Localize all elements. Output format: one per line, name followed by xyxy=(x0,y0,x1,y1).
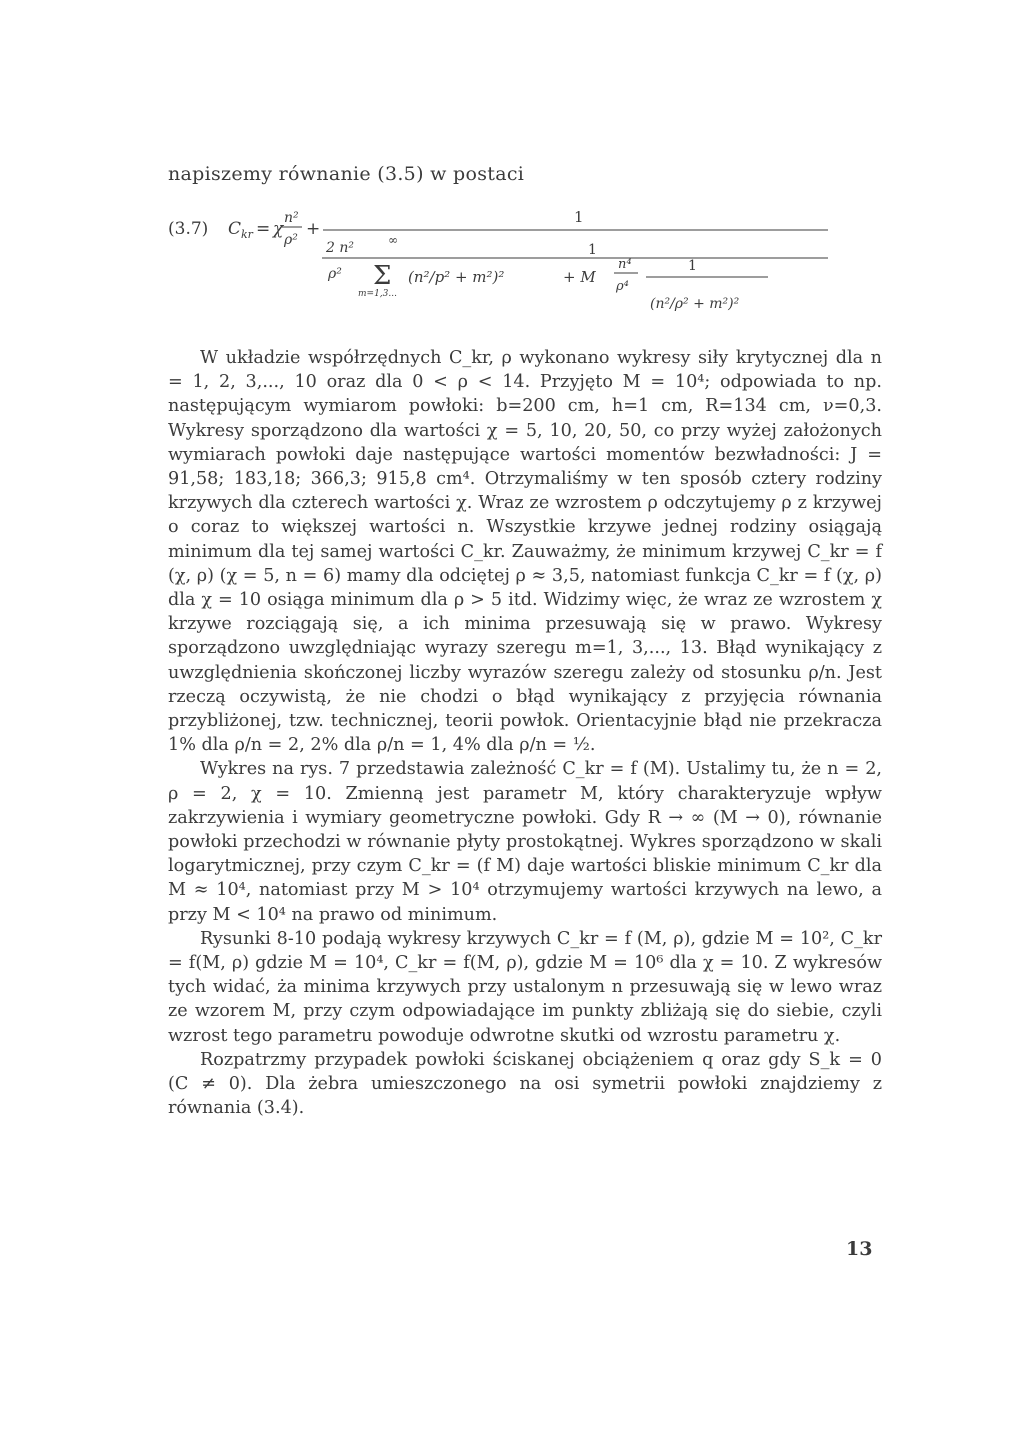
eq-number: (3.7) xyxy=(168,219,209,239)
eq-chi: χ xyxy=(273,219,284,239)
page-number: 13 xyxy=(846,1238,873,1260)
eq-lhs-sub: kr xyxy=(241,228,253,241)
eq-lhs: C xyxy=(228,219,242,239)
eq-sum-sign: Σ xyxy=(373,261,392,291)
eq-equals: = xyxy=(256,219,271,239)
eq-plus: + xyxy=(306,219,321,239)
eq-one-inner: 1 xyxy=(588,242,597,258)
paragraph-2: Wykres na rys. 7 przedstawia zależność C_kr = f (M). Ustalimy tu, że n = 2, ρ = 2, χ = 10. Zmienną jest parametr M, który charakteryzuje wpływ zakrzywienia i wymiary geometryczne powłoki. Gdy R → ∞ (M → 0), równanie powłoki przechodzi w równanie płyty prostokątnej. Wykres sporządzono w skali logarytmicznej, przy czym C_kr = (f M) daje wartości bliskie minimum C_kr dla M ≈ 10⁴, natomiast przy M > 10⁴ otrzymujemy wartości krzywych na lewo, a przy M < 10⁴ na prawo od minimum. xyxy=(168,759,882,925)
paragraph-3: Rysunki 8-10 podają wykresy krzywych C_kr = f (M, ρ), gdzie M = 10², C_kr = f(M, ρ) gdzie M = 10⁴, C_kr = f(M, ρ), gdzie M = 10⁶ dla χ = 10. Z wykresów tych widać, ża minima krzywych przy ustalonym n przesuwają się w lewo wraz ze wzorem M, przy czym odpowiadające im punkty zbliżają się do siebie, czyli wzrost tego parametru powoduje odwrotne skutki od wzrostu parametru χ. xyxy=(168,928,882,1046)
eq-sum-bottom: m=1,3... xyxy=(358,289,397,299)
eq-rho2-b: ρ² xyxy=(328,266,342,282)
eq-one-last: 1 xyxy=(688,258,697,274)
paragraph-4: Rozpatrzmy przypadek powłoki ściskanej obciążeniem q oraz gdy S_k = 0 (C ≠ 0). Dla żebra umieszczonego na osi symetrii powłoki znajdziemy z równania (3.4). xyxy=(168,1049,882,1119)
paragraph-1: W układzie współrzędnych C_kr, ρ wykonano wykresy siły krytycznej dla n = 1, 2, 3,..., 10 oraz dla 0 < ρ < 14. Przyjęto M = 10⁴; odpowiada to np. następującym wymiarom powłoki: b=200 cm, h=1 cm, R=134 cm, ν=0,3. Wykresy sporządzono dla wartości χ = 5, 10, 20, 50, co przy wyżej założonych wymiarach powłoki daje następujące wartości momentów bezwładności: J = 91,58; 183,18; 366,3; 915,8 cm⁴. Otrzymaliśmy w ten sposób cztery rodziny krzywych dla czterech wartości χ. Wraz ze wzrostem ρ odczytujemy ρ z krzywej o coraz to większej wartości n. Wszystkie krzywe jednej rodziny osiągają minimum dla tej samej wartości C_kr. Zauważmy, że minimum krzywej C_kr = f (χ, ρ) (χ = 5, n = 6) mamy dla odciętej ρ ≈ 3,5, natomiast funkcja C_kr = f (χ, ρ) dla χ = 10 osiąga minimum dla ρ > 5 itd. Widzimy więc, że wraz ze wzrostem χ krzywe rozciągają się, a ich minima przesuwają się w prawo. Wykresy sporządzono uwzględniając wyrazy szeregu m=1, 3,..., 13. Błąd wynikający z uwzględnienia skończonej liczby wyrazów szeregu zależy od stosunku ρ/n. Jest rzeczą oczywistą, że nie chodzi o błąd wynikający z przyjęcia równania przybliżonej, tzw. technicznej, teorii powłok. Orientacyjnie błąd nie przekracza 1% dla ρ/n = 2, 2% dla ρ/n = 1, 4% dla ρ/n = ½. xyxy=(168,348,882,756)
equation-svg xyxy=(168,200,868,340)
eq-rho4: ρ⁴ xyxy=(616,279,629,294)
eq-last-denominator: (n²/ρ² + m²)² xyxy=(650,296,740,312)
eq-n4: n⁴ xyxy=(618,257,632,272)
eq-n2: n² xyxy=(284,210,299,226)
eq-one-top: 1 xyxy=(574,208,584,226)
eq-M: + M xyxy=(563,268,596,286)
eq-rho2: ρ² xyxy=(284,232,298,248)
body-text xyxy=(168,346,882,1121)
equation-3-7 xyxy=(168,200,868,340)
eq-sum-top: ∞ xyxy=(388,233,398,247)
eq-paren-term: (n²/p² + m²)² xyxy=(408,268,505,286)
intro-line: napiszemy równanie (3.5) w postaci xyxy=(168,163,525,185)
eq-2n2: 2 n² xyxy=(326,240,354,256)
